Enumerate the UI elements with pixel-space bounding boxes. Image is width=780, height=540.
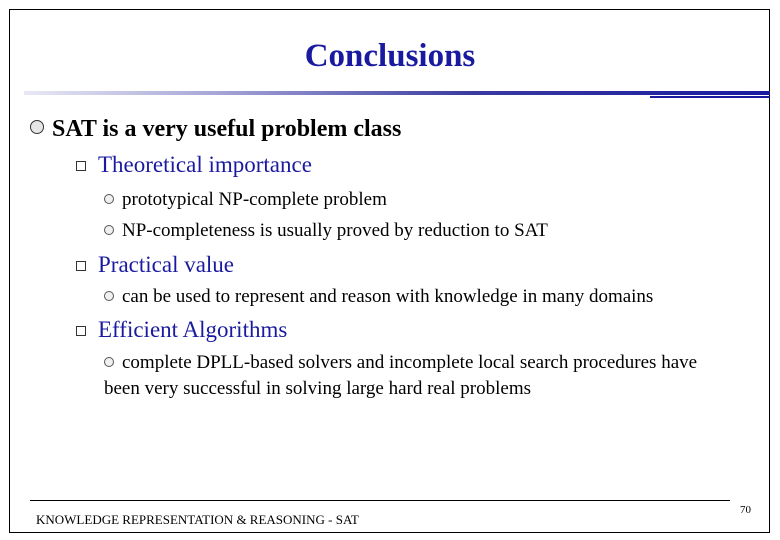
checkbox-bullet-icon [76, 161, 86, 171]
bullet-text: complete DPLL-based solvers and incomplete local search procedures have been very successful in solving large hard real problems [104, 352, 698, 399]
footer-text: KNOWLEDGE REPRESENTATION & REASONING - SAT [36, 512, 359, 527]
bullet-item [104, 220, 548, 242]
checkbox-bullet-icon [76, 326, 86, 336]
footer-divider [30, 500, 730, 501]
section-heading-text: Practical value [98, 252, 235, 277]
bullet-item [104, 189, 387, 211]
bullet-dot-icon [104, 291, 114, 301]
section-heading-practical [76, 252, 234, 278]
bullet-text: can be used to represent and reason with knowledge in many domains [122, 286, 654, 307]
bullet-text: prototypical NP-complete problem [122, 189, 387, 210]
section-heading-efficient [76, 317, 287, 343]
bullet-dot-icon [30, 120, 44, 134]
section-heading-text: Efficient Algorithms [98, 317, 288, 342]
bullet-item [104, 286, 653, 308]
title-underline [24, 91, 770, 95]
bullet-dot-icon [104, 194, 114, 204]
main-point-text: SAT is a very useful problem class [52, 116, 402, 142]
checkbox-bullet-icon [76, 261, 86, 271]
title-underline-accent [650, 96, 770, 98]
main-point [30, 116, 401, 143]
bullet-text: NP-completeness is usually proved by reduction to SAT [122, 220, 548, 241]
section-heading-text: Theoretical importance [98, 152, 312, 177]
page-number: 70 [740, 504, 751, 516]
section-heading-theoretical [76, 152, 312, 178]
bullet-item [104, 350, 704, 402]
slide-title: Conclusions [304, 38, 476, 74]
bullet-dot-icon [104, 357, 114, 367]
bullet-dot-icon [104, 225, 114, 235]
